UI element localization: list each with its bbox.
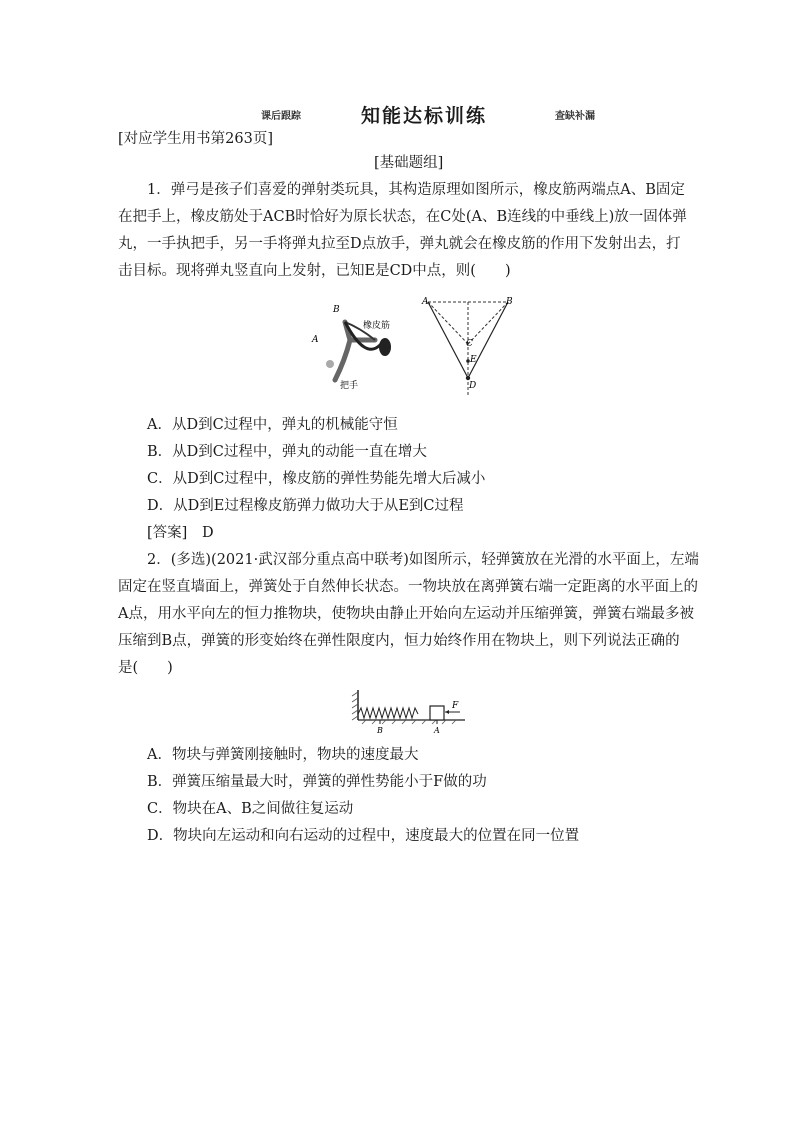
q1-option: B．从D到C过程中，弹丸的动能一直在增大 xyxy=(147,444,427,460)
spring-label-F: F xyxy=(452,701,459,711)
ref-line: [对应学生用书第263页] xyxy=(118,131,273,147)
slingshot-label-handle: 把手 xyxy=(340,381,359,391)
q1-line: 在把手上，橡皮筋处于ACB时恰好为原长状态，在C处(A、B连线的中垂线上)放一固体弹 xyxy=(118,209,687,225)
answer-label: [答案] xyxy=(147,525,188,541)
q1-line: 击目标。现将弹丸竖直向上发射，已知E是CD中点，则( ) xyxy=(118,263,511,279)
slingshot-figure xyxy=(305,300,410,395)
triangle-label-E: E xyxy=(470,355,477,365)
q1-option: C．从D到C过程中，橡皮筋的弹性势能先增大后减小 xyxy=(147,471,486,487)
slingshot-label-B: B xyxy=(333,305,340,315)
q1-line: 丸，一手执把手，另一手将弹丸拉至D点放手，弹丸就会在橡皮筋的作用下发射出去，打 xyxy=(118,236,681,252)
q2-line: 是( ) xyxy=(118,660,173,676)
spring-label-B: B xyxy=(377,726,383,734)
spring-label-A: A xyxy=(434,726,440,734)
triangle-label-D: D xyxy=(469,381,477,391)
header-left-tag: 课后跟踪 xyxy=(261,111,301,122)
header-right-tag: 查缺补漏 xyxy=(555,111,595,122)
spring-figure xyxy=(350,688,470,734)
q2-line: 2．(多选)(2021·武汉部分重点高中联考)如图所示，轻弹簧放在光滑的水平面上，左端 xyxy=(147,552,699,568)
triangle-label-A: A xyxy=(422,297,429,307)
group-title: [基础题组] xyxy=(374,155,444,171)
q1-option: A．从D到C过程中，弹丸的机械能守恒 xyxy=(147,417,398,433)
q2-option: A．物块与弹簧刚接触时，物块的速度最大 xyxy=(147,747,419,763)
q2-option: B．弹簧压缩量最大时，弹簧的弹性势能小于F做的功 xyxy=(147,774,487,790)
q2-line: 固定在竖直墙面上，弹簧处于自然伸长状态。一物块放在离弹簧右端一定距离的水平面上的 xyxy=(118,579,698,595)
page-title: 知能达标训练 xyxy=(361,105,488,127)
answer-value: D xyxy=(201,525,214,541)
slingshot-label-rubber: 橡皮筋 xyxy=(363,321,391,331)
q1-line: 1．弹弓是孩子们喜爱的弹射类玩具，其构造原理如图所示，橡皮筋两端点A、B固定 xyxy=(147,182,685,198)
q2-option: D．物块向左运动和向右运动的过程中，速度最大的位置在同一位置 xyxy=(147,828,580,844)
q2-line: 压缩到B点，弹簧的形变始终在弹性限度内，恒力始终作用在物块上，则下列说法正确的 xyxy=(118,633,680,649)
triangle-label-C: C xyxy=(466,339,473,349)
slingshot-label-A: A xyxy=(312,335,319,345)
q1-option: D．从D到E过程橡皮筋弹力做功大于从E到C过程 xyxy=(147,498,464,514)
triangle-label-B: B xyxy=(506,297,513,307)
triangle-figure xyxy=(420,296,520,398)
q1-answer xyxy=(147,521,214,542)
q2-option: C．物块在A、B之间做往复运动 xyxy=(147,801,354,817)
q2-line: A点，用水平向左的恒力推物块，使物块由静止开始向左运动并压缩弹簧，弹簧右端最多被 xyxy=(118,606,694,622)
